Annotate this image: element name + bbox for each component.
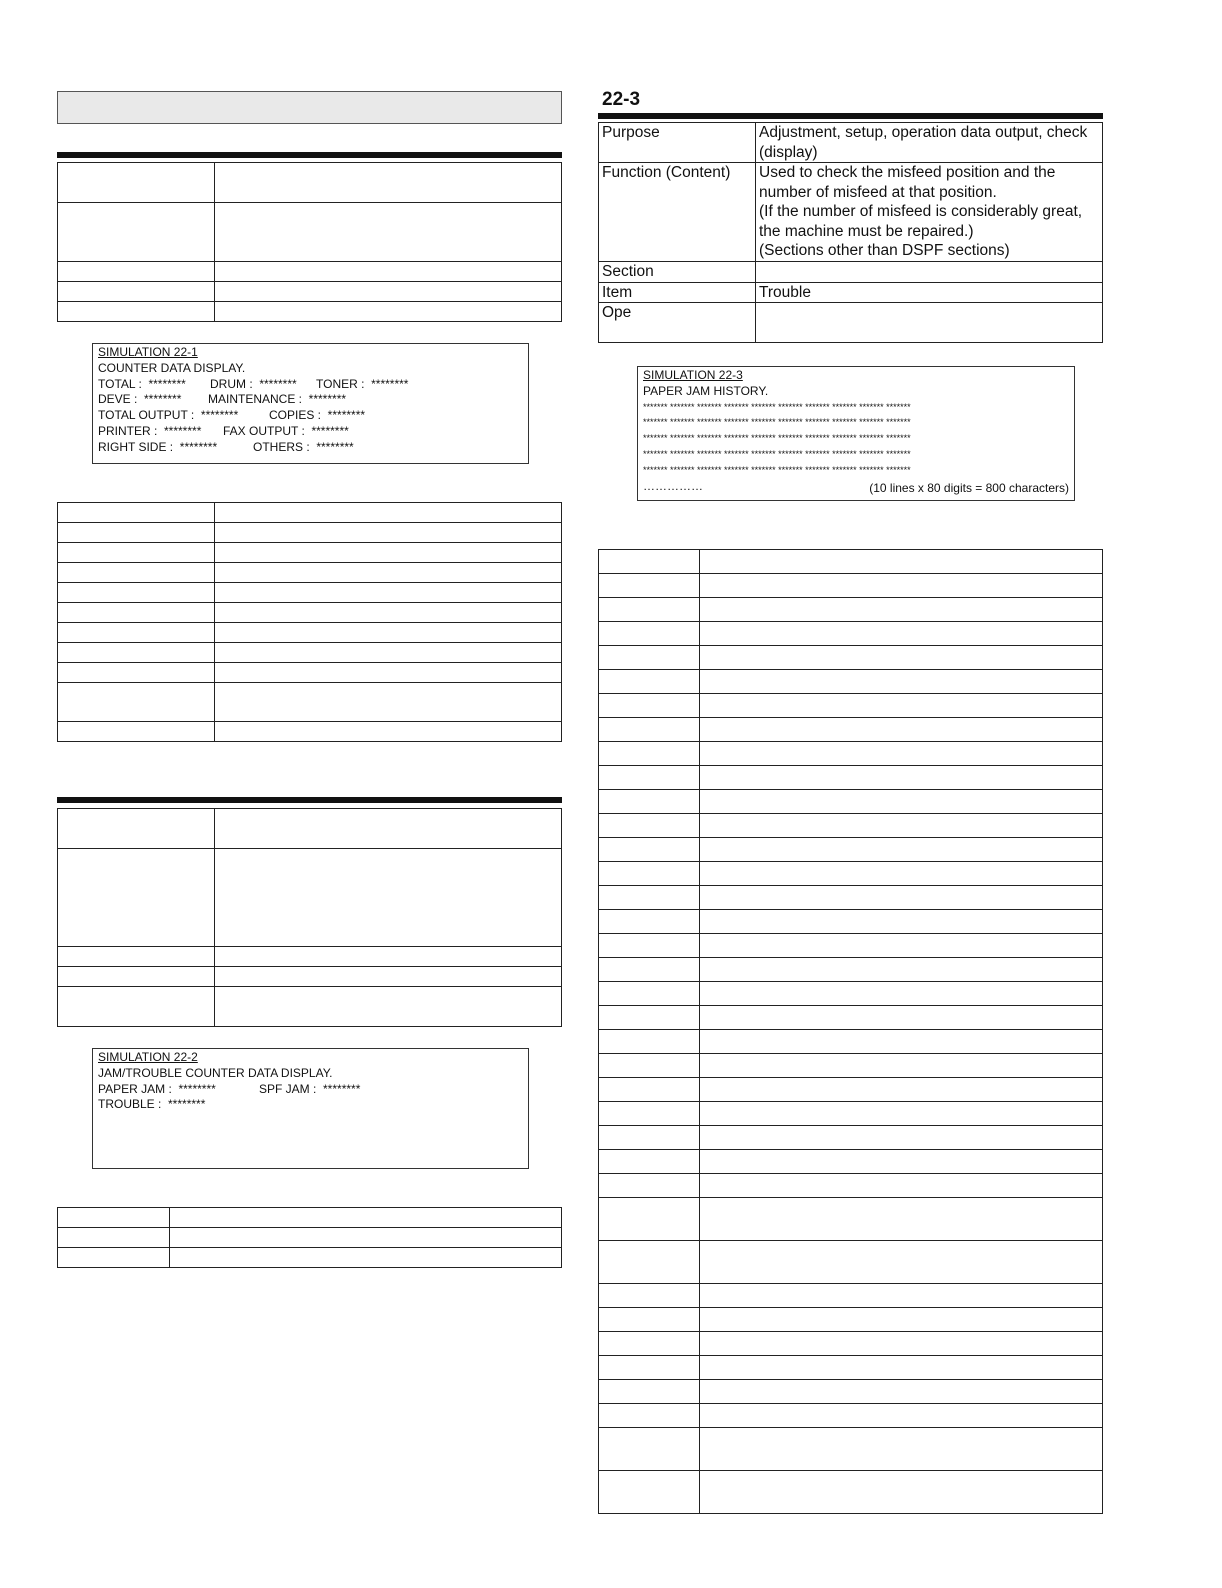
table-cell: [599, 838, 700, 862]
table-cell: [700, 622, 1103, 646]
left-section-rule-2: [57, 797, 562, 803]
table-cell: [215, 643, 562, 663]
table-cell: [599, 1030, 700, 1054]
table-row: [599, 574, 1103, 598]
table-row: [599, 1404, 1103, 1428]
table-cell: [599, 1078, 700, 1102]
table-cell: [700, 862, 1103, 886]
table-cell: [700, 1126, 1103, 1150]
table-cell: [215, 203, 562, 262]
table-cell: [700, 574, 1103, 598]
table-cell: [215, 987, 562, 1027]
table-cell: [58, 543, 215, 563]
table-cell: [215, 603, 562, 623]
table-cell: [58, 987, 215, 1027]
table-row: [599, 1284, 1103, 1308]
table-cell: [599, 814, 700, 838]
table-cell: [700, 550, 1103, 574]
table-cell: [599, 574, 700, 598]
ope-label: Ope: [599, 303, 756, 343]
table-row: [599, 718, 1103, 742]
table-cell: [215, 262, 562, 282]
jam-history-row: ******* ******* ******* ******* ******* ******* ******* ******* ******* *******: [643, 401, 911, 412]
table-cell: [599, 1308, 700, 1332]
table-row: [599, 790, 1103, 814]
table-cell: [599, 1054, 700, 1078]
table-cell: [599, 1471, 700, 1514]
purpose-value: [756, 123, 1103, 163]
table-cell: [170, 1248, 562, 1268]
table-row: [599, 1308, 1103, 1332]
counter-others: OTHERS : ********: [253, 439, 354, 454]
jam-history-row: ******* ******* ******* ******* ******* ******* ******* ******* ******* *******: [643, 433, 911, 444]
table-cell: [58, 683, 215, 722]
table-cell: [215, 503, 562, 523]
table-cell: [599, 958, 700, 982]
counter-total-output: TOTAL OUTPUT : ********: [98, 408, 239, 423]
table-cell: [599, 1126, 700, 1150]
table-cell: [215, 947, 562, 967]
left-section-rule-1: [57, 152, 562, 158]
table-cell: [58, 663, 215, 683]
counter-paper-jam: PAPER JAM : ********: [98, 1081, 216, 1096]
sim-line: JAM/TROUBLE COUNTER DATA DISPLAY.: [98, 1065, 333, 1080]
table-cell: [700, 790, 1103, 814]
section-label: Section: [599, 262, 756, 283]
counter-fax-output: FAX OUTPUT : ********: [223, 423, 349, 438]
table-cell: [599, 550, 700, 574]
table-cell: [58, 262, 215, 282]
section-value: [756, 262, 1103, 283]
table-row: [599, 670, 1103, 694]
table-row: [599, 694, 1103, 718]
jam-history-row: ******* ******* ******* ******* ******* ******* ******* ******* ******* *******: [643, 464, 911, 475]
sim-line: [98, 1082, 523, 1098]
table-cell: [599, 670, 700, 694]
table-cell: [700, 1356, 1103, 1380]
table-row: [599, 1241, 1103, 1284]
table-cell: [58, 643, 215, 663]
counter-total: TOTAL : ********: [98, 376, 186, 391]
table-cell: [700, 982, 1103, 1006]
table-cell: [215, 282, 562, 302]
table-cell: [215, 849, 562, 947]
left-section-header-box: [57, 91, 562, 124]
table-cell: [599, 1102, 700, 1126]
table-cell: [700, 934, 1103, 958]
table-cell: [700, 1332, 1103, 1356]
table-cell: [215, 163, 562, 203]
jam-history-ellipsis: ……………: [643, 478, 703, 493]
table-cell: [599, 934, 700, 958]
table-row: [599, 1380, 1103, 1404]
table-row: [599, 1126, 1103, 1150]
table-cell: [599, 646, 700, 670]
table-cell: [599, 1356, 700, 1380]
table-cell: [58, 809, 215, 849]
table-cell: [700, 742, 1103, 766]
sim-line: [98, 408, 523, 424]
table-row: [599, 934, 1103, 958]
right-detail-table: [598, 549, 1103, 1514]
left-spec-table-4: [57, 1207, 562, 1268]
table-cell: [700, 1284, 1103, 1308]
counter-copies: COPIES : ********: [269, 408, 366, 423]
table-cell: [700, 1241, 1103, 1284]
table-cell: [700, 1404, 1103, 1428]
table-cell: [215, 683, 562, 722]
table-cell: [700, 1198, 1103, 1241]
function-value: [756, 163, 1103, 262]
counter-spf-jam: SPF JAM : ********: [259, 1081, 361, 1096]
table-row: [599, 862, 1103, 886]
sim-line: COUNTER DATA DISPLAY.: [98, 360, 246, 375]
table-row: [599, 838, 1103, 862]
table-cell: [215, 563, 562, 583]
counter-right-side: RIGHT SIDE : ********: [98, 439, 218, 454]
table-row: [599, 982, 1103, 1006]
table-row: [599, 1006, 1103, 1030]
table-cell: [599, 1241, 700, 1284]
sim-title: SIMULATION 22-1: [98, 345, 198, 359]
table-cell: [58, 849, 215, 947]
table-cell: [700, 1030, 1103, 1054]
function-line: number of misfeed at that position.: [759, 183, 997, 201]
table-cell: [700, 694, 1103, 718]
table-row: [599, 598, 1103, 622]
jam-history-row: ******* ******* ******* ******* ******* ******* ******* ******* ******* *******: [643, 417, 911, 428]
table-cell: [58, 282, 215, 302]
table-cell: [599, 694, 700, 718]
table-cell: [58, 523, 215, 543]
sim-line: [98, 424, 523, 440]
table-cell: [700, 646, 1103, 670]
counter-deve: DEVE : ********: [98, 392, 182, 407]
counter-toner: TONER : ********: [316, 376, 409, 391]
table-cell: [215, 302, 562, 322]
table-row: [599, 646, 1103, 670]
table-cell: [58, 722, 215, 742]
function-line: Used to check the misfeed position and the: [759, 164, 1056, 181]
sim-line: [98, 377, 523, 393]
table-cell: [215, 663, 562, 683]
table-row: [599, 1198, 1103, 1241]
table-cell: [215, 722, 562, 742]
table-row: [599, 1078, 1103, 1102]
table-row: [599, 1054, 1103, 1078]
table-cell: [700, 1380, 1103, 1404]
section-title: 22-3: [602, 89, 641, 110]
table-row: [599, 742, 1103, 766]
sim-line: [98, 392, 523, 408]
simulation-22-3-display: [637, 366, 1075, 501]
table-cell: [599, 982, 700, 1006]
function-line: (If the number of misfeed is considerably great,: [759, 203, 1083, 220]
purpose-value-line: Adjustment, setup, operation data output, check: [759, 124, 1088, 141]
table-row: [599, 766, 1103, 790]
left-spec-table-3: [57, 808, 562, 1027]
counter-drum: DRUM : ********: [210, 376, 297, 391]
table-cell: [58, 302, 215, 322]
table-row: [599, 1174, 1103, 1198]
table-cell: [215, 523, 562, 543]
table-cell: [599, 910, 700, 934]
table-cell: [58, 967, 215, 987]
table-row: [599, 622, 1103, 646]
left-spec-table-2: [57, 502, 562, 742]
table-row: [599, 958, 1103, 982]
table-cell: [599, 1428, 700, 1471]
table-cell: [700, 718, 1103, 742]
table-row: [599, 1332, 1103, 1356]
counter-printer: PRINTER : ********: [98, 423, 202, 438]
table-cell: [700, 958, 1103, 982]
sim-title: SIMULATION 22-3: [643, 368, 743, 382]
sim-title: SIMULATION 22-2: [98, 1050, 198, 1064]
function-line: the machine must be repaired.): [759, 222, 974, 240]
item-value: Trouble: [756, 282, 1103, 303]
table-row: [599, 910, 1103, 934]
table-cell: [58, 163, 215, 203]
table-cell: [58, 583, 215, 603]
table-cell: [599, 622, 700, 646]
table-cell: [599, 766, 700, 790]
simulation-22-2-display: [92, 1048, 529, 1169]
table-cell: [215, 623, 562, 643]
table-cell: [58, 563, 215, 583]
table-row: [599, 550, 1103, 574]
sim-line: TROUBLE : ********: [98, 1097, 206, 1112]
table-row: [599, 1356, 1103, 1380]
table-cell: [599, 742, 700, 766]
table-row: [599, 1150, 1103, 1174]
table-cell: [599, 790, 700, 814]
table-cell: [700, 910, 1103, 934]
table-cell: [58, 1248, 170, 1268]
table-cell: [58, 603, 215, 623]
table-cell: [700, 1006, 1103, 1030]
function-label: Function (Content): [599, 163, 756, 262]
purpose-label: Purpose: [599, 123, 756, 163]
table-row: [599, 1030, 1103, 1054]
table-cell: [58, 503, 215, 523]
table-cell: [700, 1078, 1103, 1102]
table-cell: [599, 1006, 700, 1030]
table-cell: [700, 766, 1103, 790]
table-cell: [700, 1102, 1103, 1126]
function-line: (Sections other than DSPF sections): [759, 242, 1010, 259]
right-section-rule: [598, 113, 1103, 119]
left-spec-table-1: [57, 162, 562, 322]
sim-line: [98, 440, 523, 456]
table-row: [599, 1471, 1103, 1514]
sim-line: PAPER JAM HISTORY.: [643, 383, 769, 398]
table-row: [599, 886, 1103, 910]
table-cell: [58, 1208, 170, 1228]
table-cell: [170, 1228, 562, 1248]
table-cell: [215, 583, 562, 603]
table-cell: [599, 1284, 700, 1308]
table-cell: [700, 1428, 1103, 1471]
jam-history-row: ******* ******* ******* ******* ******* ******* ******* ******* ******* *******: [643, 448, 911, 459]
table-cell: [700, 670, 1103, 694]
table-cell: [170, 1208, 562, 1228]
table-cell: [599, 886, 700, 910]
table-cell: [599, 718, 700, 742]
table-cell: [599, 862, 700, 886]
table-cell: [215, 967, 562, 987]
capacity-note: (10 lines x 80 digits = 800 characters): [869, 481, 1069, 496]
table-cell: [599, 1150, 700, 1174]
simulation-22-3-spec-table: [598, 122, 1103, 343]
simulation-22-1-display: [92, 343, 529, 464]
item-label: Item: [599, 282, 756, 303]
table-cell: [599, 1174, 700, 1198]
table-cell: [215, 543, 562, 563]
table-cell: [599, 1198, 700, 1241]
table-cell: [599, 1380, 700, 1404]
table-cell: [599, 1332, 700, 1356]
purpose-value-line: (display): [759, 143, 818, 161]
table-cell: [700, 1174, 1103, 1198]
table-cell: [599, 1404, 700, 1428]
table-cell: [700, 838, 1103, 862]
table-cell: [215, 809, 562, 849]
table-cell: [700, 1150, 1103, 1174]
table-row: [599, 1102, 1103, 1126]
table-row: [599, 1428, 1103, 1471]
table-cell: [58, 203, 215, 262]
table-cell: [58, 1228, 170, 1248]
table-cell: [700, 1471, 1103, 1514]
table-cell: [700, 1054, 1103, 1078]
table-cell: [599, 598, 700, 622]
table-cell: [58, 623, 215, 643]
table-cell: [700, 886, 1103, 910]
table-cell: [700, 814, 1103, 838]
counter-maintenance: MAINTENANCE : ********: [208, 392, 347, 407]
table-row: [599, 814, 1103, 838]
table-cell: [58, 947, 215, 967]
ope-value: [756, 303, 1103, 343]
table-cell: [700, 1308, 1103, 1332]
table-cell: [700, 598, 1103, 622]
